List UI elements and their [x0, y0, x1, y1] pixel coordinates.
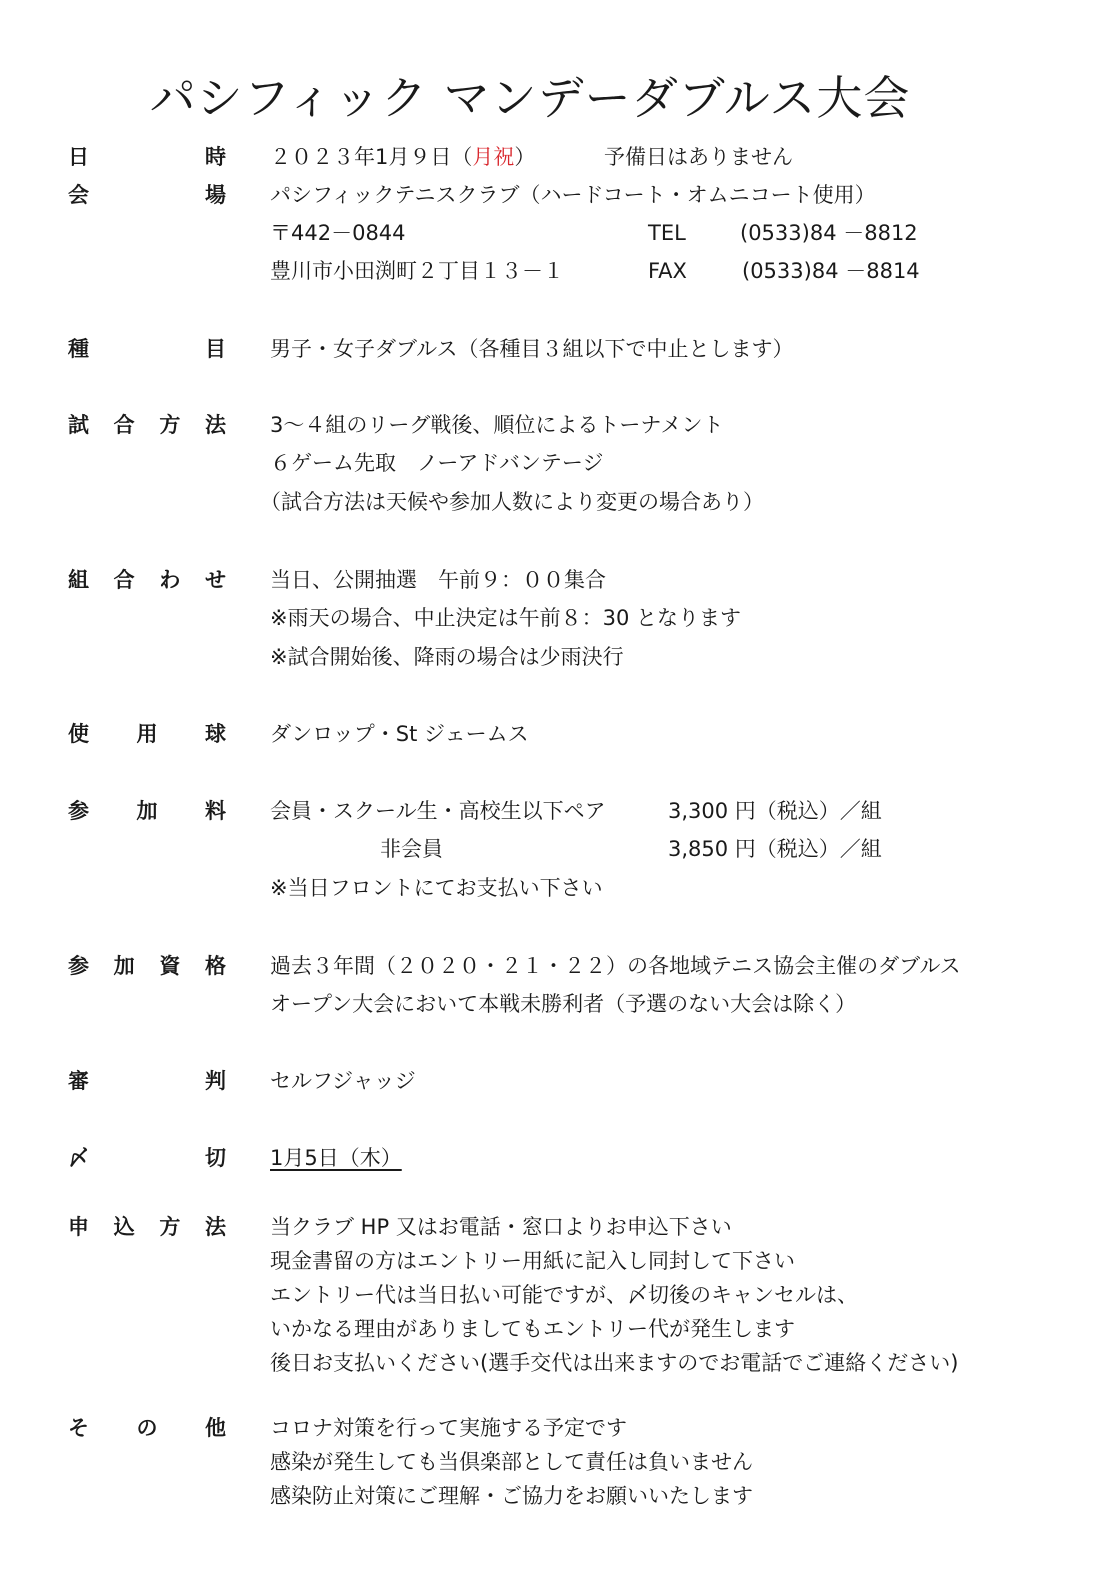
other-row: [0, 1409, 1100, 1447]
match-format-line: 3～４組のリーグ戦後、順位によるトーナメント: [270, 413, 724, 437]
other-label: そ の 他: [68, 1416, 226, 1440]
apply-label: 申 込 方 法: [68, 1215, 226, 1239]
date-label: 日 時: [68, 145, 226, 169]
other-row-3: [0, 1477, 1100, 1515]
eligibility-line: 過去３年間（２０２０・２１・２２）の各地域テニス協会主催のダブルス: [270, 954, 961, 978]
match-format-row-2: [0, 444, 1100, 482]
fee-member-label: 会員・スクール生・高校生以下ペア: [270, 799, 606, 823]
fax-value: (0533)84 －8814: [742, 259, 920, 283]
apply-row: [0, 1208, 1100, 1246]
draw-row-2: [0, 599, 1100, 637]
eligibility-row: [0, 947, 1100, 985]
apply-line: 現金書留の方はエントリー用紙に記入し同封して下さい: [270, 1249, 795, 1273]
eligibility-row-2: [0, 985, 1100, 1023]
referee-label: 審 判: [68, 1069, 226, 1093]
category-row: [0, 330, 1100, 368]
other-line: 感染が発生しても当倶楽部として責任は負いません: [270, 1450, 753, 1474]
date-value: ２０２３年1月９日（月祝）: [270, 145, 536, 169]
venue-label: 会 場: [68, 183, 226, 207]
match-format-row: [0, 406, 1100, 444]
apply-line: 当クラブ HP 又はお電話・窓口よりお申込下さい: [270, 1215, 732, 1239]
venue-postal-row: [0, 214, 1100, 252]
draw-row-3: [0, 638, 1100, 676]
draw-line: ※試合開始後、降雨の場合は少雨決行: [270, 645, 624, 669]
deadline-row: [0, 1139, 1100, 1177]
fee-note: ※当日フロントにてお支払い下さい: [270, 876, 603, 900]
referee-row: [0, 1062, 1100, 1100]
venue-postal: 〒442－0844: [270, 221, 406, 245]
apply-line: 後日お支払いください(選手交代は出来ますのでお電話でご連絡ください): [270, 1351, 959, 1375]
holiday-mark: 月祝: [472, 145, 515, 169]
tel-value: (0533)84 －8812: [740, 221, 918, 245]
deadline-value: 1月5日（木）: [270, 1146, 402, 1170]
other-row-2: [0, 1443, 1100, 1481]
other-line: コロナ対策を行って実施する予定です: [270, 1416, 627, 1440]
deadline-label: 〆 切: [68, 1146, 226, 1170]
fee-nonmember-label: 非会員: [380, 837, 443, 861]
match-format-line: （試合方法は天候や参加人数により変更の場合あり）: [260, 490, 764, 514]
draw-row: [0, 561, 1100, 599]
date-note: 予備日はありません: [604, 145, 793, 169]
match-format-label: 試 合 方 法: [68, 413, 226, 437]
apply-row-5: [0, 1344, 1100, 1382]
ball-row: [0, 715, 1100, 753]
venue-row: [0, 176, 1100, 214]
apply-row-2: [0, 1242, 1100, 1280]
tel-label: TEL: [648, 221, 686, 245]
venue-address-row: [0, 252, 1100, 290]
match-format-row-3: [0, 483, 1100, 521]
category-value: 男子・女子ダブルス（各種目３組以下で中止とします）: [270, 337, 794, 361]
ball-label: 使 用 球: [68, 722, 226, 746]
apply-line: エントリー代は当日払い可能ですが、〆切後のキャンセルは、: [270, 1283, 858, 1307]
fee-nonmember-price: 3,850 円（税込）／組: [668, 837, 882, 861]
referee-value: セルフジャッジ: [270, 1069, 416, 1093]
ball-value: ダンロップ・St ジェームス: [270, 722, 529, 746]
apply-row-3: [0, 1276, 1100, 1314]
date-row: [0, 138, 1100, 176]
apply-row-4: [0, 1310, 1100, 1348]
venue-name: パシフィックテニスクラブ（ハードコート・オムニコート使用）: [270, 183, 876, 207]
match-format-line: ６ゲーム先取 ノーアドバンテージ: [270, 451, 604, 475]
eligibility-line: オープン大会において本戦未勝利者（予選のない大会は除く）: [270, 992, 857, 1016]
draw-line: 当日、公開抽選 午前９：００集合: [270, 568, 606, 592]
draw-label: 組 合 わ せ: [68, 568, 226, 592]
fee-row-2: [0, 830, 1100, 868]
venue-address: 豊川市小田渕町２丁目１３－１: [270, 259, 564, 283]
other-line: 感染防止対策にご理解・ご協力をお願いいたします: [270, 1484, 753, 1508]
fax-label: FAX: [648, 259, 687, 283]
fee-row-3: [0, 869, 1100, 907]
fee-row: [0, 792, 1100, 830]
fee-label: 参 加 料: [68, 799, 226, 823]
apply-line: いかなる理由がありましてもエントリー代が発生します: [270, 1317, 795, 1341]
eligibility-label: 参 加 資 格: [68, 954, 226, 978]
fee-member-price: 3,300 円（税込）／組: [668, 799, 882, 823]
draw-line: ※雨天の場合、中止決定は午前８：30 となります: [270, 606, 741, 630]
category-label: 種 目: [68, 337, 226, 361]
page-title: パシフィック マンデーダブルス大会: [149, 71, 911, 125]
